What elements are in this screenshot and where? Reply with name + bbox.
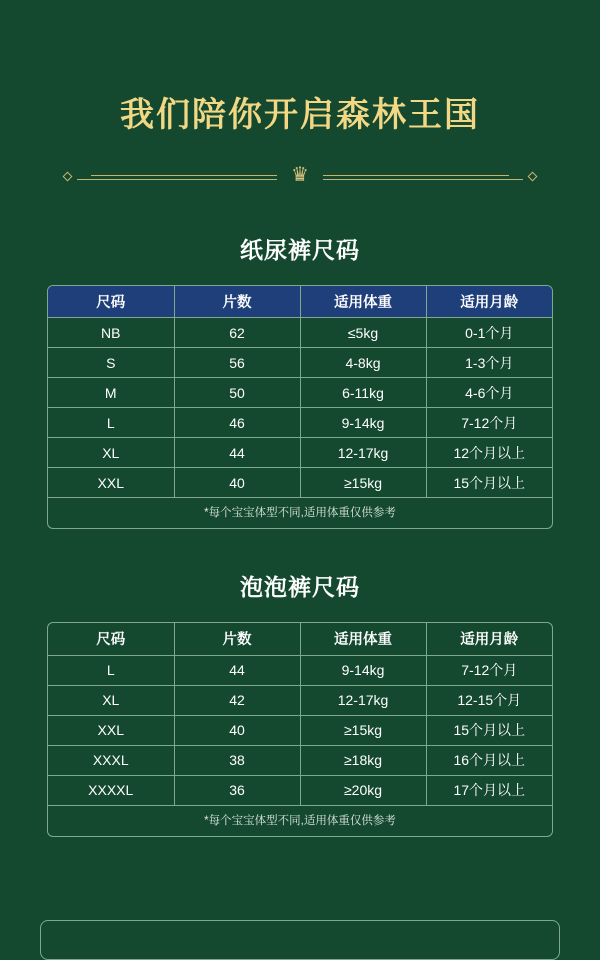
- cell-age: 1-3个月: [426, 348, 552, 378]
- cell-size: L: [48, 408, 174, 438]
- decorative-divider: [0, 162, 600, 192]
- bottom-decorative-frame: [40, 920, 560, 960]
- cell-size: S: [48, 348, 174, 378]
- size-table-pullup: [48, 623, 552, 806]
- cell-size: M: [48, 378, 174, 408]
- cell-weight: 12-17kg: [300, 438, 426, 468]
- table-row: [48, 715, 552, 745]
- size-table-card-pullup: [47, 622, 553, 837]
- cell-age: 7-12个月: [426, 408, 552, 438]
- cell-weight: ≥15kg: [300, 715, 426, 745]
- cell-count: 46: [174, 408, 300, 438]
- cell-count: 56: [174, 348, 300, 378]
- table-row: [48, 378, 552, 408]
- table-row: [48, 318, 552, 348]
- cell-age: 12个月以上: [426, 438, 552, 468]
- section-title-diaper: 纸尿裤尺码: [240, 236, 360, 263]
- section-title-pullup: 泡泡裤尺码: [240, 574, 360, 601]
- table-row: [48, 745, 552, 775]
- table-row: [48, 408, 552, 438]
- cell-age: 16个月以上: [426, 745, 552, 775]
- cell-count: 42: [174, 685, 300, 715]
- section-diaper-sizes: [0, 232, 600, 530]
- crown-icon: ♛: [291, 163, 309, 186]
- table-row: [48, 775, 552, 805]
- cell-weight: ≥18kg: [300, 745, 426, 775]
- column-header-count: 片数: [174, 623, 300, 655]
- table-note-diaper: *每个宝宝体型不同,适用体重仅供参考: [204, 507, 396, 520]
- column-header-weight: 适用体重: [300, 623, 426, 655]
- cell-age: 17个月以上: [426, 775, 552, 805]
- cell-weight: ≥15kg: [300, 468, 426, 498]
- cell-size: XL: [48, 438, 174, 468]
- cell-weight: 6-11kg: [300, 378, 426, 408]
- cell-size: XL: [48, 685, 174, 715]
- cell-weight: ≥20kg: [300, 775, 426, 805]
- cell-age: 15个月以上: [426, 468, 552, 498]
- table-note-pullup: *每个宝宝体型不同,适用体重仅供参考: [204, 814, 396, 827]
- cell-age: 7-12个月: [426, 655, 552, 685]
- table-row: [48, 468, 552, 498]
- column-header-age: 适用月龄: [426, 623, 552, 655]
- diamond-right-icon: [528, 172, 538, 182]
- cell-size: XXXL: [48, 745, 174, 775]
- cell-size: XXXXL: [48, 775, 174, 805]
- table-header-row: [48, 286, 552, 318]
- diamond-left-icon: [63, 172, 73, 182]
- cell-weight: 12-17kg: [300, 685, 426, 715]
- column-header-size: 尺码: [48, 286, 174, 318]
- column-header-size: 尺码: [48, 623, 174, 655]
- cell-count: 50: [174, 378, 300, 408]
- table-row: [48, 685, 552, 715]
- size-table-card-diaper: [47, 285, 553, 530]
- column-header-age: 适用月龄: [426, 286, 552, 318]
- cell-age: 15个月以上: [426, 715, 552, 745]
- cell-count: 40: [174, 468, 300, 498]
- section-pull-up-sizes: [0, 569, 600, 837]
- table-header-row: [48, 623, 552, 655]
- cell-count: 38: [174, 745, 300, 775]
- cell-size: NB: [48, 318, 174, 348]
- column-header-count: 片数: [174, 286, 300, 318]
- divider-line-right: [323, 173, 523, 181]
- cell-size: XXL: [48, 715, 174, 745]
- column-header-weight: 适用体重: [300, 286, 426, 318]
- cell-count: 44: [174, 438, 300, 468]
- table-row: [48, 438, 552, 468]
- cell-age: 0-1个月: [426, 318, 552, 348]
- size-table-diaper: [48, 286, 552, 499]
- page-title: 我们陪你开启森林王国: [120, 95, 480, 134]
- cell-age: 4-6个月: [426, 378, 552, 408]
- cell-age: 12-15个月: [426, 685, 552, 715]
- cell-count: 40: [174, 715, 300, 745]
- cell-weight: 9-14kg: [300, 408, 426, 438]
- cell-size: XXL: [48, 468, 174, 498]
- cell-count: 62: [174, 318, 300, 348]
- cell-weight: 9-14kg: [300, 655, 426, 685]
- cell-count: 44: [174, 655, 300, 685]
- cell-count: 36: [174, 775, 300, 805]
- divider-line-left: [77, 173, 277, 181]
- page-root: [0, 23, 600, 944]
- cell-weight: 4-8kg: [300, 348, 426, 378]
- cell-size: L: [48, 655, 174, 685]
- table-row: [48, 348, 552, 378]
- table-row: [48, 655, 552, 685]
- cell-weight: ≤5kg: [300, 318, 426, 348]
